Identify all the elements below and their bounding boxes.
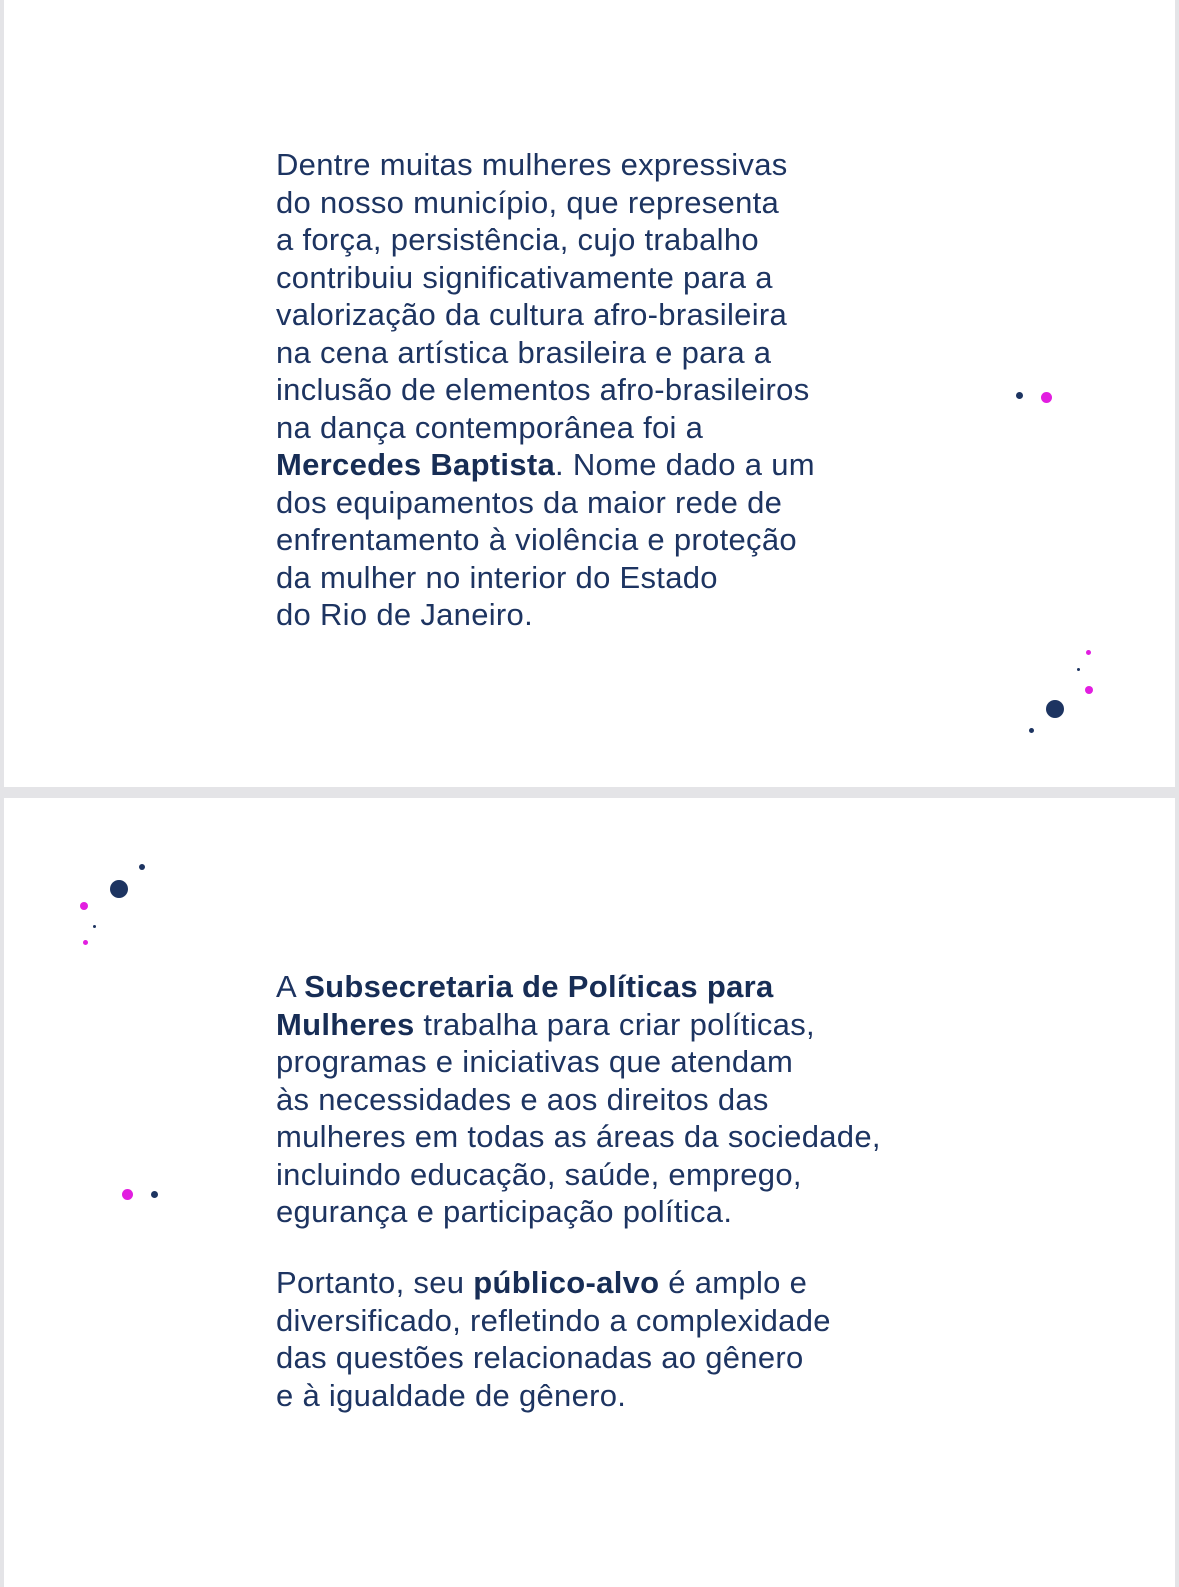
decorative-dot [122, 1189, 133, 1200]
text-fragment: . Nome dado a um [555, 447, 815, 482]
text-fragment: Portanto, seu [276, 1265, 474, 1300]
text-line: incluindo educação, saúde, emprego, [276, 1156, 802, 1192]
text-line: na dança contemporânea foi a [276, 409, 704, 445]
text-line: valorização da cultura afro-brasileira [276, 297, 788, 332]
highlight-name: Mercedes Baptista [276, 447, 556, 482]
text-line: da mulher no interior do Estado [276, 559, 718, 595]
text-line: das questões relacionadas ao gênero [276, 1340, 804, 1375]
slide-subsecretaria [4, 798, 1175, 1587]
text-line: contribuiu significativamente para a [276, 259, 773, 295]
text-line: a força, persistência, cujo trabalho [276, 222, 759, 257]
decorative-dot [1041, 392, 1052, 403]
subsecretaria-paragraph [276, 968, 881, 1231]
slide-mercedes-baptista [4, 0, 1175, 787]
text-line [276, 968, 881, 1006]
text-line: na cena artística brasileira e para a [276, 334, 772, 370]
text-fragment: A [276, 969, 305, 1004]
highlight-target-audience: público-alvo [473, 1265, 660, 1300]
text-line: diversificado, refletindo a complexidade [276, 1302, 831, 1338]
text-line: Dentre muitas mulheres expressivas [276, 147, 788, 182]
highlight-org-name: Subsecretaria de Políticas para [304, 969, 774, 1004]
text-line: enfrentamento à violência e proteção [276, 522, 797, 557]
text-line: egurança e participação política. [276, 1194, 733, 1229]
text-line: às necessidades e aos direitos das [276, 1081, 769, 1117]
decorative-dot [1029, 728, 1034, 733]
text-line: dos equipamentos da maior rede de [276, 484, 783, 520]
text-fragment: é amplo e [659, 1265, 808, 1300]
decorative-dot [93, 925, 96, 928]
text-line: inclusão de elementos afro-brasileiros [276, 372, 810, 407]
text-line: e à igualdade de gênero. [276, 1377, 627, 1413]
mercedes-baptista-paragraph [276, 146, 815, 634]
decorative-dot [1077, 668, 1080, 671]
decorative-dot [151, 1191, 158, 1198]
text-line [276, 1264, 831, 1302]
text-line: mulheres em todas as áreas da sociedade, [276, 1119, 881, 1154]
text-line: do nosso município, que representa [276, 184, 780, 220]
decorative-dot [1046, 700, 1064, 718]
text-line: do Rio de Janeiro. [276, 597, 534, 632]
text-line: programas e iniciativas que atendam [276, 1044, 794, 1079]
decorative-dot [83, 940, 88, 945]
decorative-dot [139, 864, 145, 870]
text-line [276, 446, 815, 484]
target-audience-paragraph [276, 1264, 831, 1414]
text-fragment: trabalha para criar políticas, [414, 1006, 815, 1042]
decorative-dot [1086, 650, 1091, 655]
decorative-dot [110, 880, 128, 898]
decorative-dot [1085, 686, 1093, 694]
text-line [276, 1006, 881, 1044]
decorative-dot [1016, 392, 1023, 399]
highlight-org-name: Mulheres [276, 1006, 415, 1042]
decorative-dot [80, 902, 88, 910]
